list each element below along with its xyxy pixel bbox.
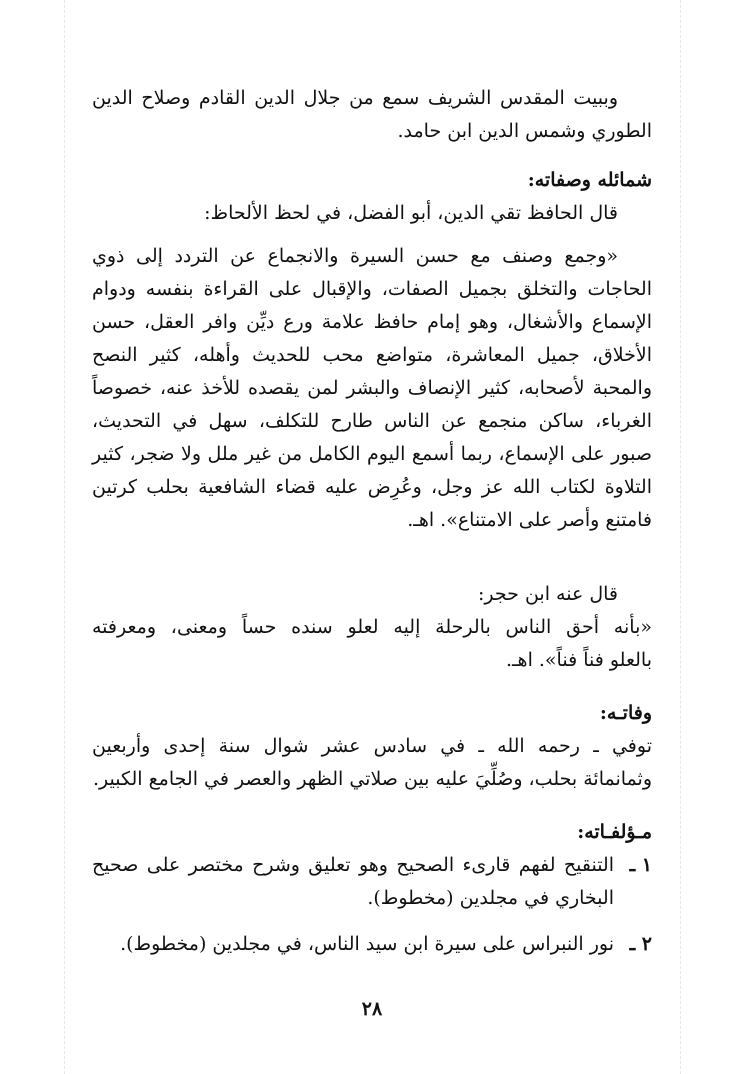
section-heading: مـؤلفـاته: bbox=[577, 821, 652, 843]
text-line: وببيت المقدس الشريف سمع من جلال الدين القادم وصلاح الدين bbox=[92, 87, 618, 109]
text-line: نور النبراس على سيرة ابن سيد الناس، في مجلدين (مخطوط). bbox=[120, 933, 614, 955]
quote-line: «بأنه أحق الناس بالرحلة إليه لعلو سنده حساً ومعنى، ومعرفته bbox=[92, 616, 652, 638]
text-line: قال عنه ابن حجر: bbox=[478, 583, 618, 605]
quote-line: التلاوة لكتاب الله عز وجل، وعُرِض عليه قضاء الشافعية بحلب كرتين bbox=[92, 476, 652, 498]
quote-line: «وجمع وصنف مع حسن السيرة والانجماع عن التردد إلى ذوي bbox=[92, 245, 618, 267]
list-number: ١ ـ bbox=[629, 854, 652, 876]
quote-line: بالعلو فناً فناً». اهـ. bbox=[505, 649, 652, 671]
section-heading: شمائله وصفاته: bbox=[527, 169, 652, 191]
intro-paragraph bbox=[92, 82, 652, 148]
quote-line: الغرباء، ساكن منجمع عن الناس طارح للتكلف، سهل في التحديث، bbox=[92, 410, 652, 432]
quote-line: الإسماع والأشغال، وهو إمام حافظ علامة ورع ديِّن وافر العقل، حسن bbox=[92, 311, 652, 333]
quote-line: الأخلاق، جميل المعاشرة، متواضع محب للحديث وأهله، كثير النصح bbox=[92, 344, 652, 366]
death-section bbox=[92, 697, 652, 796]
quote-line: صبور على الإسماع، ربما أسمع اليوم الكامل من غير ملل ولا ضجر، كثير bbox=[92, 443, 652, 465]
quote-line: الحاجات والتخلق بجميل الصفات، والإقبال على القراءة بنفسه ودوام bbox=[92, 278, 652, 300]
scan-guide-line bbox=[64, 0, 65, 1074]
section-heading: وفاتـه: bbox=[599, 702, 652, 724]
list-number: ٢ ـ bbox=[629, 933, 652, 955]
text-line: الطوري وشمس الدين ابن حامد. bbox=[397, 120, 652, 142]
text-line: توفي ـ رحمه الله ـ في سادس عشر شوال سنة إحدى وأربعين bbox=[92, 735, 652, 757]
text-line: التنقيح لفهم قارىء الصحيح وهو تعليق وشرح مختصر على صحيح bbox=[92, 854, 614, 876]
list-item bbox=[92, 928, 652, 961]
list-item bbox=[92, 849, 652, 915]
works-section bbox=[92, 816, 652, 915]
text-line: قال الحافظ تقي الدين، أبو الفضل، في لحظ الألحاظ: bbox=[204, 202, 618, 224]
traits-section bbox=[92, 164, 652, 230]
text-line: وثمانمائة بحلب، وصُلِّيَ عليه بين صلاتي الظهر والعصر في الجامع الكبير. bbox=[92, 768, 652, 790]
quote-line: والمحبة لأصحابه، كثير الإنصاف والبشر لمن يقصده للأخذ عنه، خصوصاً bbox=[92, 377, 652, 399]
quote-line: فامتنع وأصر على الامتناع». اهـ. bbox=[407, 509, 652, 531]
ibn-hajar-quote bbox=[92, 578, 652, 677]
traits-quote bbox=[92, 240, 652, 537]
works-section-continued bbox=[92, 928, 652, 961]
page-number: ٢٨ bbox=[361, 998, 383, 1020]
scan-guide-line bbox=[680, 0, 681, 1074]
text-line: البخاري في مجلدين (مخطوط). bbox=[367, 887, 614, 909]
